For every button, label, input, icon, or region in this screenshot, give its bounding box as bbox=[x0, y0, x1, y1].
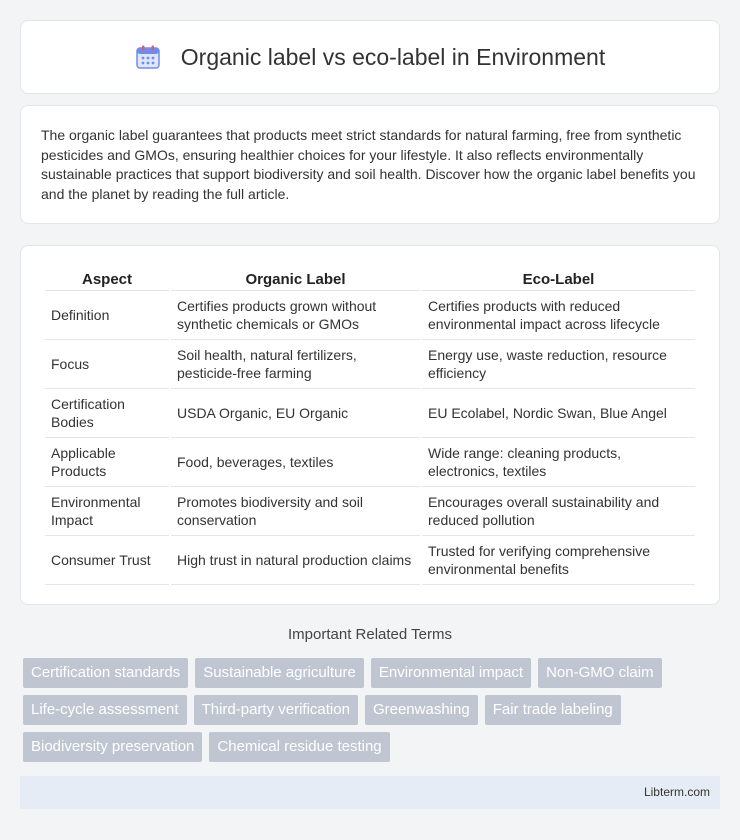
intro-text: The organic label guarantees that products meet strict standards for natural farming, free from synthetic pesticides and GMOs, ensuring healthier choices for your lifestyle. It also reflects environmentally sustainable practices that support biodiversity and soil health. Discover how the organic label benefits you and the planet by reading the full article. bbox=[41, 127, 696, 202]
comparison-table-card bbox=[20, 245, 720, 605]
table-header-cell: Aspect bbox=[45, 266, 169, 291]
table-cell: High trust in natural production claims bbox=[171, 536, 420, 585]
table-row bbox=[45, 340, 695, 389]
calendar-icon bbox=[135, 44, 161, 70]
table-cell: EU Ecolabel, Nordic Swan, Blue Angel bbox=[422, 389, 695, 438]
footer bbox=[20, 776, 720, 809]
table-cell: Environmental Impact bbox=[45, 487, 169, 536]
related-terms-title: Important Related Terms bbox=[288, 626, 452, 643]
table-header-row bbox=[45, 266, 695, 291]
term-tag[interactable]: Greenwashing bbox=[365, 695, 478, 725]
term-tag[interactable]: Certification standards bbox=[23, 658, 188, 688]
term-tag[interactable]: Fair trade labeling bbox=[485, 695, 621, 725]
table-cell: Promotes biodiversity and soil conservation bbox=[171, 487, 420, 536]
term-tag[interactable]: Biodiversity preservation bbox=[23, 732, 202, 762]
table-row bbox=[45, 291, 695, 340]
table-row bbox=[45, 487, 695, 536]
table-cell: Certifies products with reduced environmental impact across lifecycle bbox=[422, 291, 695, 340]
table-cell: Certification Bodies bbox=[45, 389, 169, 438]
table-row bbox=[45, 438, 695, 487]
table-cell: Trusted for verifying comprehensive environmental benefits bbox=[422, 536, 695, 585]
table-row bbox=[45, 536, 695, 585]
table-row bbox=[45, 389, 695, 438]
term-tag[interactable]: Life-cycle assessment bbox=[23, 695, 187, 725]
term-tag[interactable]: Third-party verification bbox=[194, 695, 358, 725]
table-cell: Wide range: cleaning products, electronics, textiles bbox=[422, 438, 695, 487]
table-cell: Focus bbox=[45, 340, 169, 389]
table-cell: USDA Organic, EU Organic bbox=[171, 389, 420, 438]
related-terms-list bbox=[23, 658, 723, 762]
term-tag[interactable]: Chemical residue testing bbox=[209, 732, 389, 762]
table-header-cell: Organic Label bbox=[171, 266, 420, 291]
page-title: Organic label vs eco-label in Environment bbox=[180, 43, 606, 70]
term-tag[interactable]: Sustainable agriculture bbox=[195, 658, 364, 688]
table-cell: Certifies products grown without synthetic chemicals or GMOs bbox=[171, 291, 420, 340]
intro-card bbox=[20, 105, 720, 224]
table-header-cell: Eco-Label bbox=[422, 266, 695, 291]
table-cell: Food, beverages, textiles bbox=[171, 438, 420, 487]
table-cell: Applicable Products bbox=[45, 438, 169, 487]
term-tag[interactable]: Environmental impact bbox=[371, 658, 531, 688]
table-cell: Soil health, natural fertilizers, pesticide-free farming bbox=[171, 340, 420, 389]
table-cell: Energy use, waste reduction, resource efficiency bbox=[422, 340, 695, 389]
table-cell: Consumer Trust bbox=[45, 536, 169, 585]
footer-site-link[interactable]: Libterm.com bbox=[643, 785, 710, 799]
table-cell: Definition bbox=[45, 291, 169, 340]
table-cell: Encourages overall sustainability and reduced pollution bbox=[422, 487, 695, 536]
term-tag[interactable]: Non-GMO claim bbox=[538, 658, 662, 688]
comparison-table bbox=[43, 266, 697, 585]
title-card bbox=[20, 20, 720, 94]
